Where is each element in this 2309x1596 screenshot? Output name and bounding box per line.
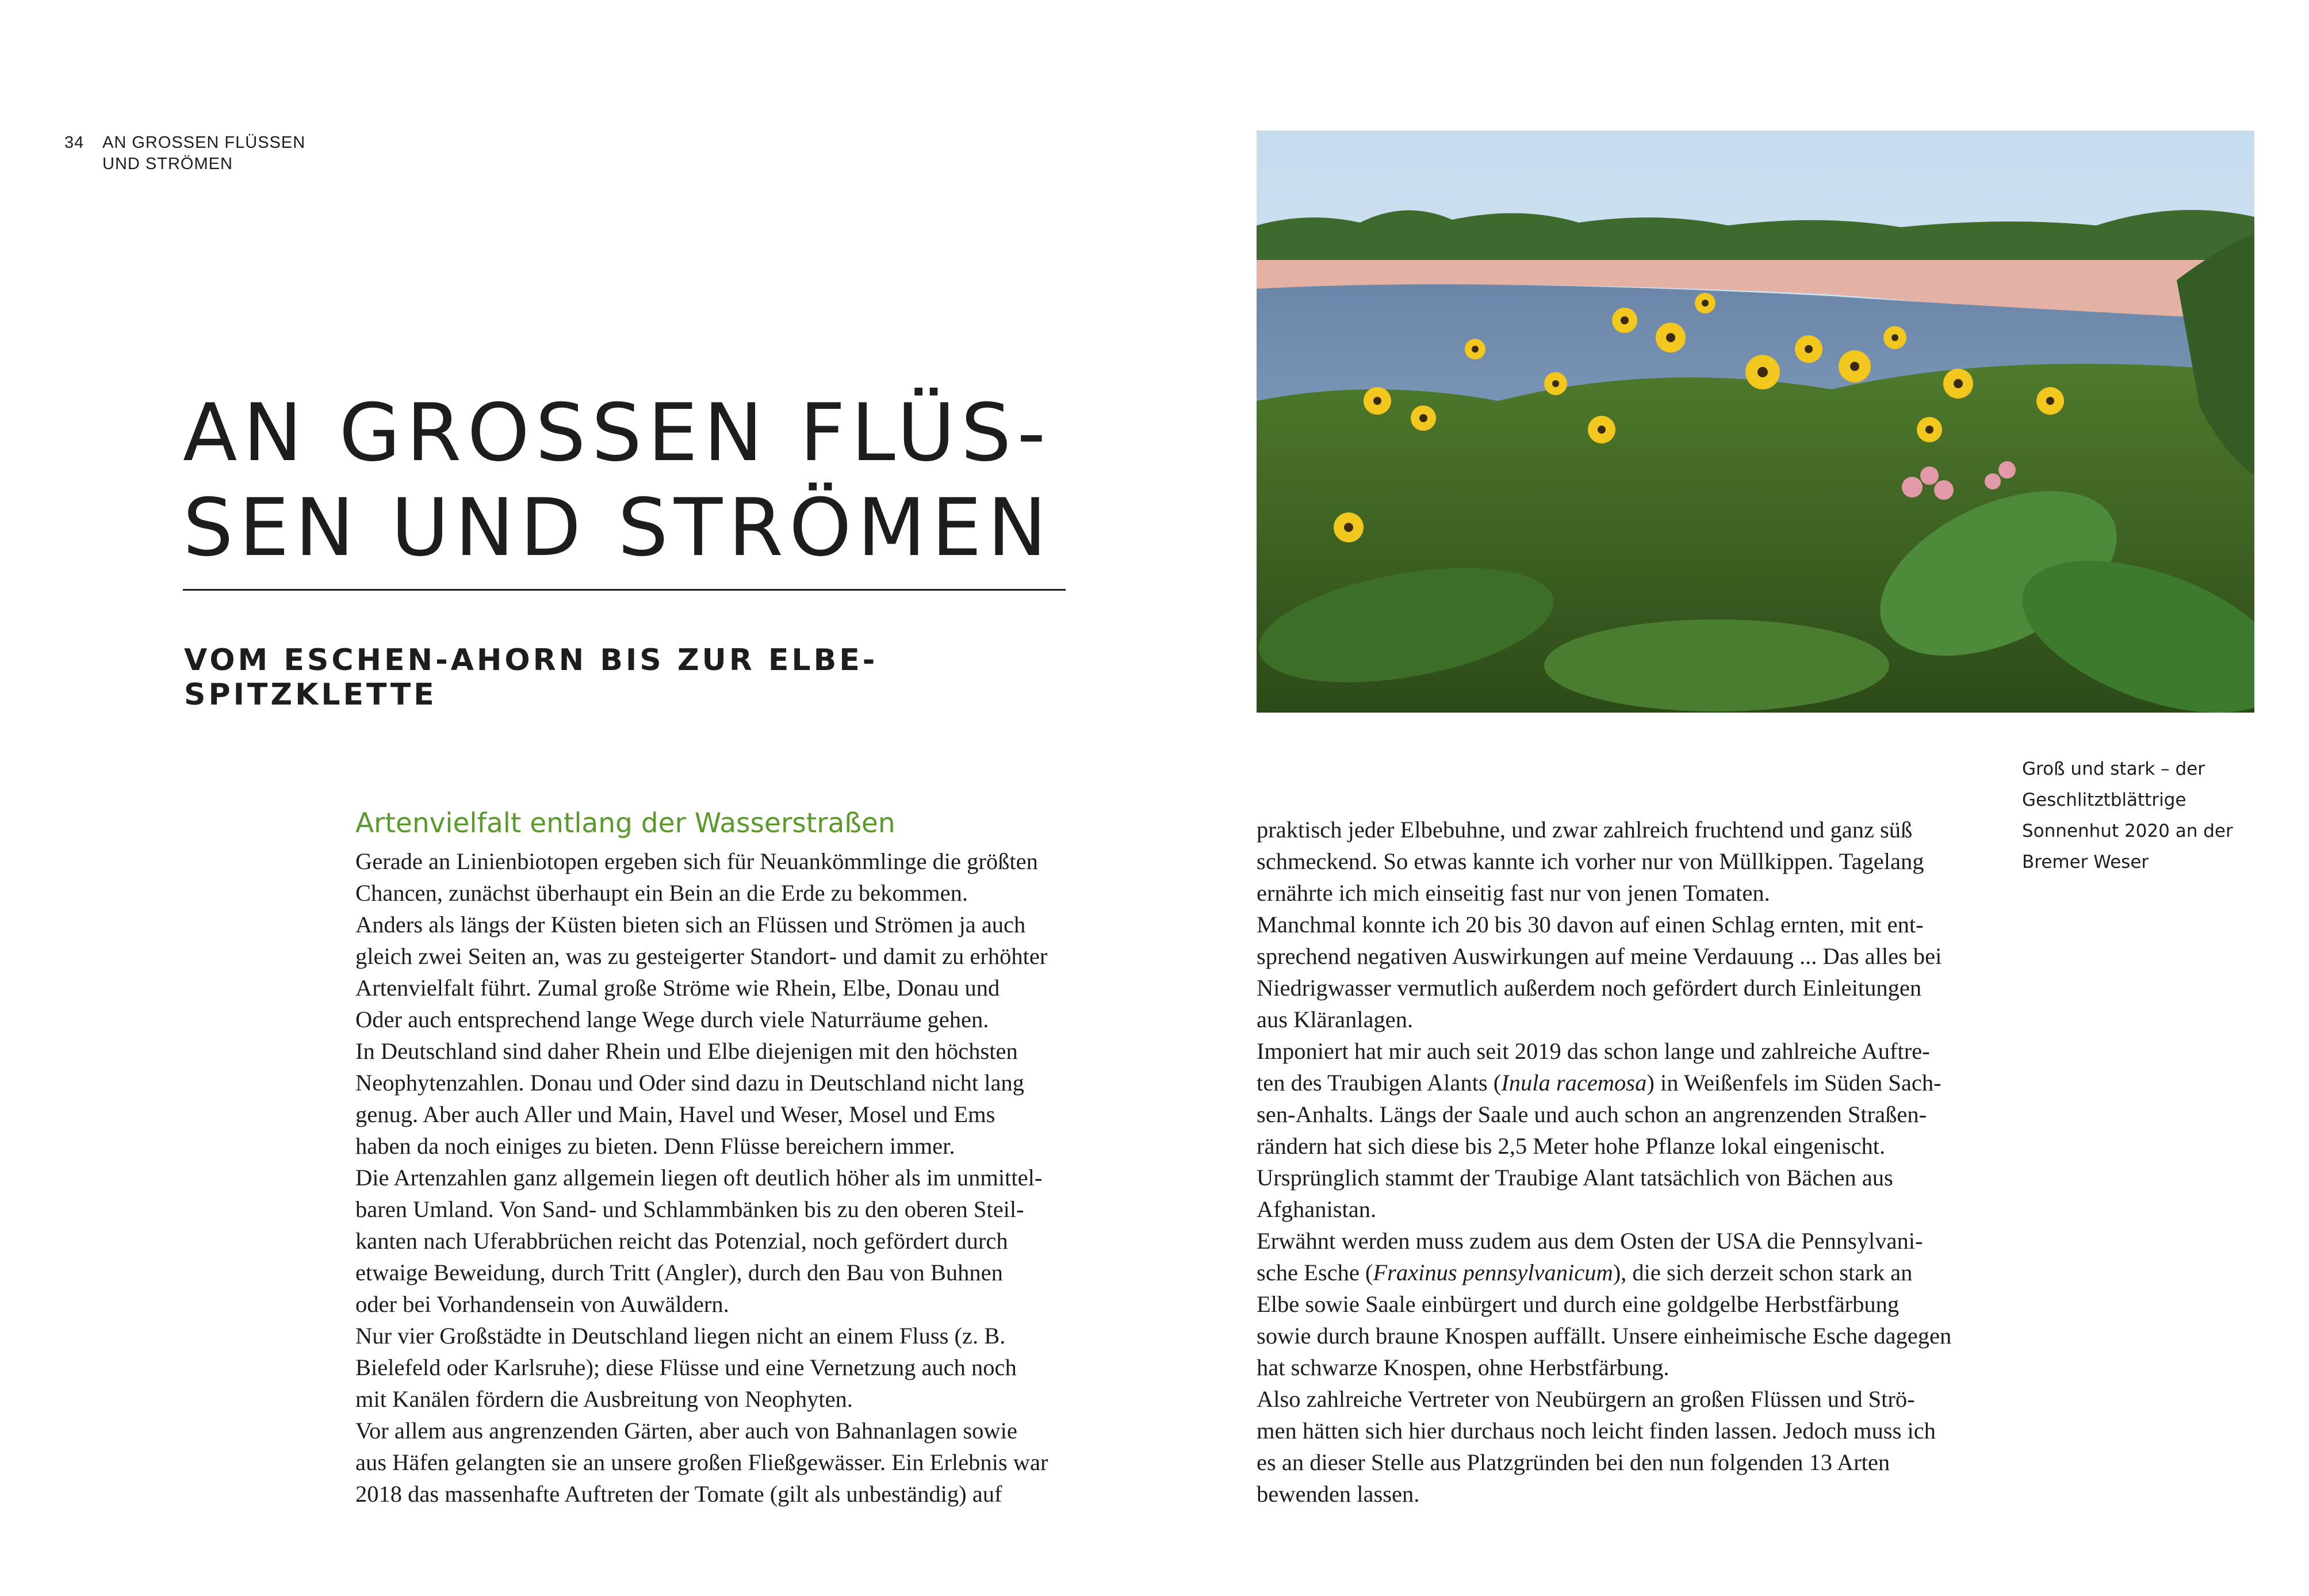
text-line: schmeckend. So etwas kannte ich vorher nur von Müllkippen. Tagelang [1257, 848, 1924, 874]
section-heading: Artenvielfalt entlang der Wasserstraßen [355, 807, 895, 839]
text-line: kanten nach Uferabbrüchen reicht das Potenzial, noch gefördert durch [355, 1228, 1008, 1254]
photo-caption [2022, 753, 2264, 878]
text-line: Niedrigwasser vermutlich außerdem noch gefördert durch Einleitungen [1257, 975, 1922, 1001]
text-line: bewenden lassen. [1257, 1481, 1420, 1507]
text-line: 2018 das massenhafte Auftreten der Tomate (gilt als unbeständig) auf [355, 1481, 1002, 1507]
text-line: Artenvielfalt führt. Zumal große Ströme wie Rhein, Elbe, Donau und [355, 975, 1000, 1001]
text-line: praktisch jeder Elbebuhne, und zwar zahlreich fruchtend und ganz süß [1257, 817, 1913, 843]
text-line: etwaige Beweidung, durch Tritt (Angler), durch den Bau von Buhnen [355, 1260, 1003, 1285]
inline-text: ten des Traubigen Alants ( [1257, 1070, 1502, 1096]
river-flowers-photo [1257, 131, 2254, 713]
page-number: 34 [64, 133, 85, 152]
text-line: Erwähnt werden muss zudem aus dem Osten der USA die Pennsylvani- [1257, 1228, 1923, 1254]
text-line: rändern hat sich diese bis 2,5 Meter hohe Pflanze lokal eingenischt. [1257, 1133, 1886, 1159]
chapter-title [183, 385, 1103, 575]
text-line: genug. Aber auch Aller und Main, Havel und Weser, Mosel und Ems [355, 1101, 995, 1127]
latin-name-fraxinus: Fraxinus pennsylvanicum [1373, 1260, 1613, 1285]
inline-text: ) in Weißenfels im Süden Sach- [1646, 1070, 1942, 1096]
text-line: baren Umland. Von Sand- und Schlammbänken bis zu den oberen Steil- [355, 1196, 1024, 1222]
inline-text: sche Esche ( [1257, 1260, 1373, 1285]
running-title-line-2: UND STRÖMEN [102, 155, 233, 173]
text-line: haben da noch einiges zu bieten. Denn Flüsse bereichern immer. [355, 1133, 955, 1159]
text-line: Elbe sowie Saale einbürgert und durch eine goldgelbe Herbstfärbung [1257, 1291, 1900, 1317]
running-title [102, 132, 332, 175]
right-body-block-a [1257, 814, 1981, 1067]
text-line: Chancen, zunächst überhaupt ein Bein an die Erde zu bekommen. [355, 880, 968, 906]
text-line: aus Häfen gelangten sie an unsere großen Fließgewässer. Ein Erlebnis war [355, 1449, 1048, 1475]
text-line: aus Kläranlagen. [1257, 1006, 1414, 1032]
text-line: sen-Anhalts. Längs der Saale und auch schon an angrenzenden Straßen- [1257, 1101, 1927, 1127]
right-body-block-b [1257, 1099, 1981, 1257]
text-line: Neophytenzahlen. Donau und Oder sind dazu in Deutschland nicht lang [355, 1070, 1024, 1096]
right-body-text [1257, 814, 1981, 1510]
right-body-block-c [1257, 1288, 1981, 1510]
text-line: sowie durch braune Knospen auffällt. Unsere einheimische Esche dagegen [1257, 1323, 1952, 1349]
text-line: Afghanistan. [1257, 1196, 1377, 1222]
text-line-inula [1257, 1067, 1981, 1099]
right-page [1155, 0, 2309, 1596]
text-line: In Deutschland sind daher Rhein und Elbe diejenigen mit den höchsten [355, 1038, 1018, 1064]
text-line: Die Artenzahlen ganz allgemein liegen oft deutlich höher als im unmittel- [355, 1165, 1043, 1191]
text-line: Gerade an Linienbiotopen ergeben sich für Neuankömmlinge die größten [355, 848, 1038, 874]
text-line: men hätten sich hier durchaus noch leicht finden lassen. Jedoch muss ich [1257, 1418, 1936, 1444]
chapter-subtitle: VOM ESCHEN-AHORN BIS ZUR ELBE-SPITZKLETTE [184, 643, 878, 712]
text-line: Imponiert hat mir auch seit 2019 das schon lange und zahlreiche Auftre- [1257, 1038, 1930, 1064]
caption-line: Geschlitztblättrige [2022, 790, 2187, 810]
text-line: Vor allem aus angrenzenden Gärten, aber auch von Bahnanlagen sowie [355, 1418, 1017, 1444]
left-page [0, 0, 1154, 1596]
text-line: Ursprünglich stammt der Traubige Alant tatsächlich von Bächen aus [1257, 1165, 1893, 1191]
text-line: Manchmal konnte ich 20 bis 30 davon auf einen Schlag ernten, mit ent- [1257, 912, 1924, 937]
running-title-line-1: AN GROSSEN FLÜSSEN [102, 133, 306, 152]
left-body-text [355, 845, 1080, 1510]
caption-line: Bremer Weser [2022, 852, 2149, 872]
chapter-title-line-1: AN GROSSEN FLÜS- [183, 386, 1052, 479]
text-line: ernährte ich mich einseitig fast nur von jenen Tomaten. [1257, 880, 1770, 906]
text-line: es an dieser Stelle aus Platzgründen bei den nun folgenden 13 Arten [1257, 1449, 1890, 1475]
chapter-title-line-2: SEN UND STRÖMEN [183, 481, 1053, 574]
text-line: Oder auch entsprechend lange Wege durch viele Naturräume gehen. [355, 1006, 989, 1032]
caption-line: Sonnenhut 2020 an der [2022, 821, 2233, 841]
title-divider [183, 589, 1066, 591]
text-line: Nur vier Großstädte in Deutschland liegen nicht an einem Fluss (z. B. [355, 1323, 1006, 1349]
text-line: Bielefeld oder Karlsruhe); diese Flüsse und eine Vernetzung auch noch [355, 1354, 1017, 1380]
text-line-fraxinus [1257, 1257, 1981, 1288]
photo-illustration [1257, 131, 2254, 713]
latin-name-inula: Inula racemosa [1501, 1070, 1647, 1096]
text-line: hat schwarze Knospen, ohne Herbstfärbung. [1257, 1354, 1669, 1380]
text-line: sprechend negativen Auswirkungen auf meine Verdauung ... Das alles bei [1257, 943, 1942, 969]
text-line: Anders als längs der Küsten bieten sich an Flüssen und Strömen ja auch [355, 912, 1026, 937]
text-line: Also zahlreiche Vertreter von Neubürgern an großen Flüssen und Strö- [1257, 1386, 1915, 1412]
inline-text: ), die sich derzeit schon stark an [1613, 1260, 1913, 1285]
caption-line: Groß und stark – der [2022, 759, 2205, 779]
text-line: mit Kanälen fördern die Ausbreitung von Neophyten. [355, 1386, 853, 1412]
text-line: gleich zwei Seiten an, was zu gesteigerter Standort- und damit zu erhöhter [355, 943, 1048, 969]
text-line: oder bei Vorhandensein von Auwäldern. [355, 1291, 729, 1317]
